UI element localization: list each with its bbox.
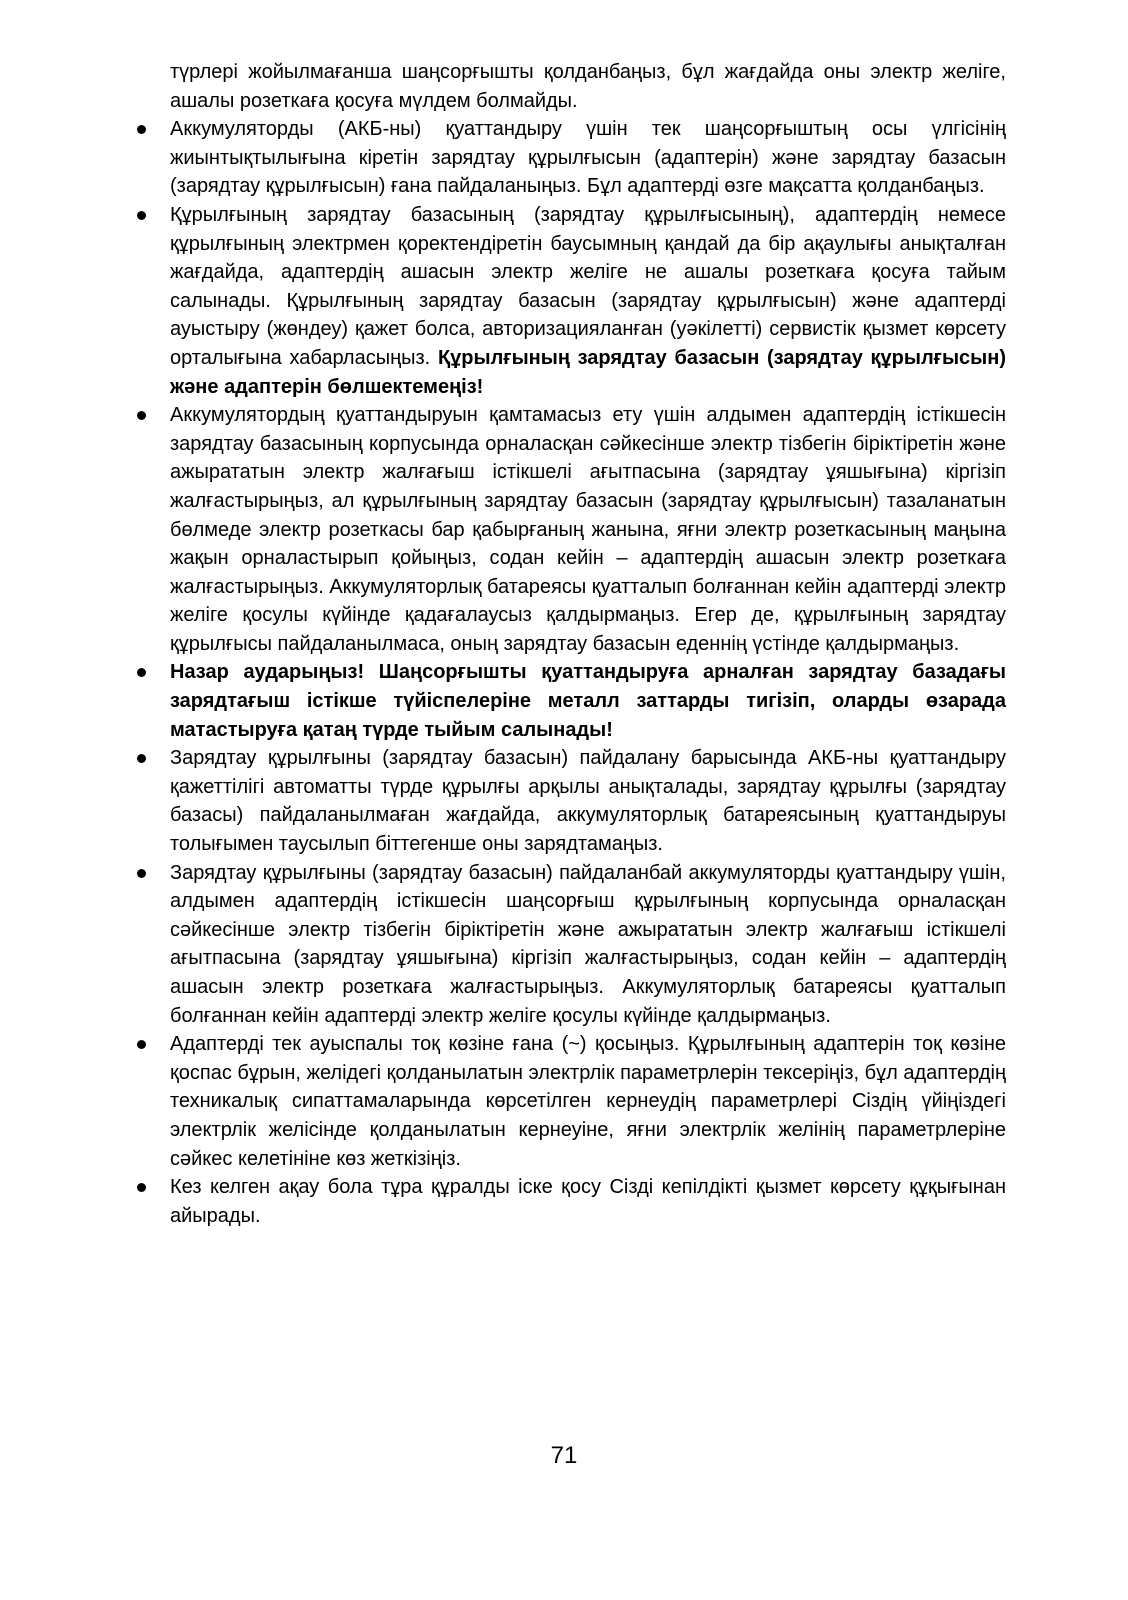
bullet-item	[170, 1030, 1006, 1173]
bullet-item	[170, 115, 1006, 201]
bullet-text: Құрылғының зарядтау базасының (зарядтау құрылғысының), адаптердің немесе құрылғының электрмен қоректендіретін баусымның қандай да бір ақаулығы анықталған жағдайда, адаптердің ашасын электр желіге не ашалы розеткаға қосуға тайым салынады. Құрылғының зарядтау базасын (зарядтау құрылғысын) және адаптерді ауыстыру (жөндеу) қажет болса, авторизацияланған (уәкілетті) сервистік қызмет көрсету орталығына хабарласыңыз.	[170, 203, 1006, 369]
bullet-item	[170, 201, 1006, 401]
bullet-item	[170, 744, 1006, 858]
bullet-text: Аккумулятордың қуаттандыруын қамтамасыз ету үшін алдымен адаптердің істікшесін зарядтау базасының корпусында орналасқан сәйкесінше электр тізбегін біріктіретін және ажырататын электр жалғағыш істікшелі ағытпасына (зарядтау ұяшығына) кіргізіп жалғастырыңыз, ал құрылғының зарядтау базасын (зарядтау құрылғысын) тазаланатын бөлмеде электр розеткасы бар қабырғаның жанына, яғни электр розеткасының маңына жақын орналастырып қойыңыз, содан кейін – адаптердің ашасын электр розеткаға жалғастырыңыз. Аккумуляторлық батареясы қуатталып болғаннан кейін адаптерді электр желіге қосулы күйінде қадағалаусыз қалдырмаңыз. Егер де, құрылғының зарядтау құрылғысы пайдаланылмаса, оның зарядтау базасын еденнің үстінде қалдырмаңыз.	[170, 404, 1006, 655]
bullet-text: Зарядтау құрылғыны (зарядтау базасын) пайдалану барысында АКБ-ны қуаттандыру қажеттілігі автоматты түрде құрылғы арқылы анықталады, зарядтау құрылғы (зарядтау базасы) пайдаланылмаған жағдайда, аккумуляторлық батареясының қуаттандыруы толығымен таусылып біттегенше оны зарядтамаңыз.	[170, 747, 1006, 856]
bullet-text: Зарядтау құрылғыны (зарядтау базасын) пайдаланбай аккумуляторды қуаттандыру үшін, алдымен адаптердің істікшесін шаңсорғыш құрылғының корпусында орналасқан сәйкесінше электр тізбегін біріктіретін және ажырататын электр жалғағыш істікшелі ағытпасына (зарядтау ұяшығына) кіргізіп жалғастырыңыз, содан кейін – адаптердің ашасын электр розеткаға жалғастырыңыз. Аккумуляторлық батареясы қуатталып болғаннан кейін адаптерді электр желіге қосулы күйінде қалдырмаңыз.	[170, 861, 1006, 1027]
continuation-paragraph: түрлері жойылмағанша шаңсорғышты қолданбаңыз, бұл жағдайда оны электр желіге, ашалы розеткаға қосуға мүлдем болмайды.	[170, 61, 1006, 112]
bullet-item	[170, 1173, 1006, 1230]
page-number: 71	[550, 1442, 578, 1469]
bullet-text: Адаптерді тек ауыспалы тоқ көзіне ғана (~) қосыңыз. Құрылғының адаптерін тоқ көзіне қоспас бұрын, желідегі қолданылатын электрлік параметрлерін тексеріңіз, бұл адаптердің техникалық сипаттамаларында көрсетілген кернеудің параметрлері Сіздің үйіңіздегі электрлік желісінде қолданылатын кернеуіне, яғни электрлік желінің параметрлеріне сәйкес келетініне көз жеткізіңіз.	[170, 1033, 1006, 1170]
bullet-item	[170, 859, 1006, 1031]
bullet-item	[170, 658, 1006, 744]
bullet-item	[170, 401, 1006, 658]
bullet-text: Кез келген ақау бола тұра құралды іске қосу Сізді кепілдікті қызмет көрсету құқығынан айырады.	[170, 1176, 1006, 1227]
bullet-strong-text: Құрылғының зарядтау базасын (зарядтау құрылғысын) және адаптерін бөлшектемеңіз!	[170, 346, 1007, 398]
document-body	[170, 58, 1006, 1230]
bullet-text: Аккумуляторды (АКБ-ны) қуаттандыру үшін тек шаңсорғыштың осы үлгісінің жиынтықтылығына кіретін зарядтау құрылғысын (адаптерін) және зарядтау базасын (зарядтау құрылғысын) ғана пайдаланыңыз. Бұл адаптерді өзге мақсатта қолданбаңыз.	[170, 118, 1006, 198]
bullet-strong-text: Назар аударыңыз! Шаңсорғышты қуаттандыруға арналған зарядтау базадағы зарядтағыш істікше түйіспелеріне металл заттарды тигізіп, оларды өзарада матастыруға қатаң түрде тыйым салынады!	[170, 661, 1006, 741]
bullet-list	[170, 115, 1006, 1230]
